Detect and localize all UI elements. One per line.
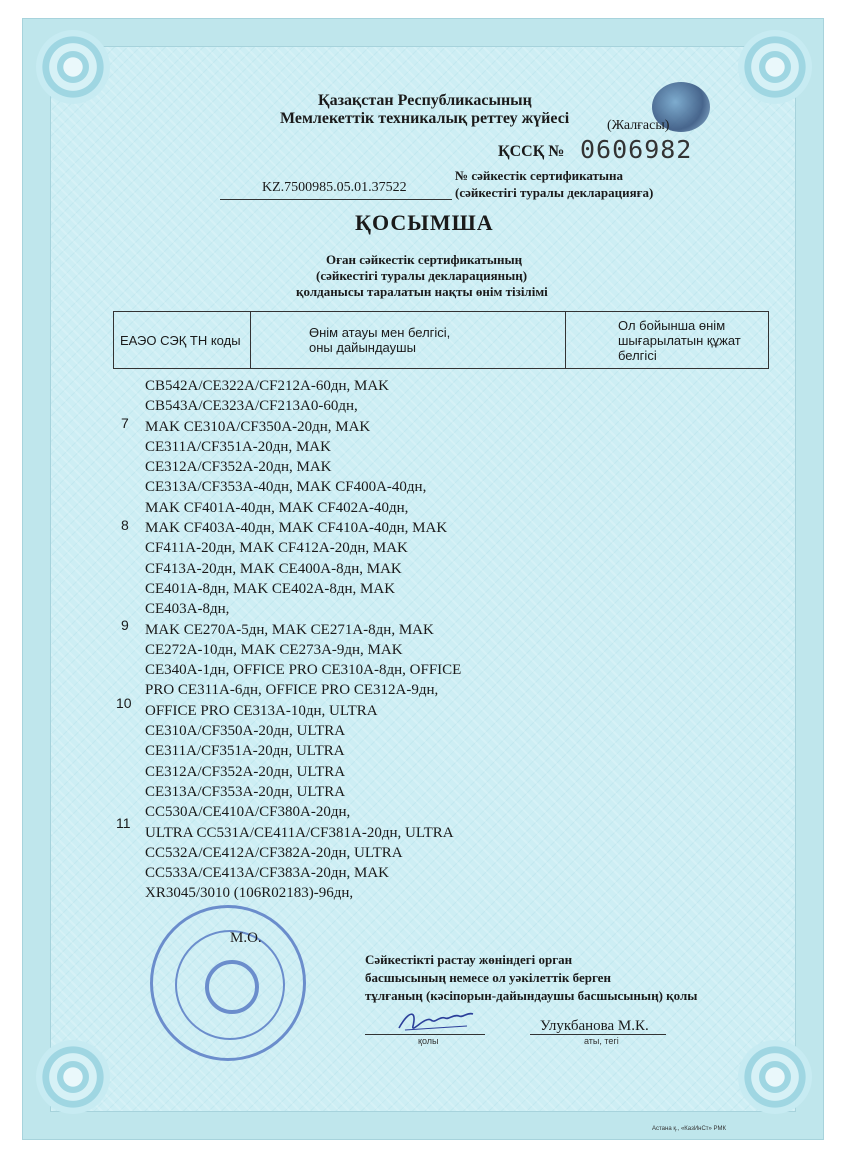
product-table-header: [113, 311, 769, 369]
signatory-caption-3: тұлғаның (кәсіпорын-дайындаушы басшысының) қолы: [365, 988, 698, 1003]
product-line: CE313A/CF353A-40дн, MAK CF400A-40дн,: [145, 479, 427, 496]
kssk-label: ҚССҚ №: [498, 143, 565, 160]
signatory-name: Улукбанова М.К.: [540, 1018, 649, 1034]
continuation-label: (Жалғасы): [607, 118, 670, 133]
signatory-caption-2: басшысының немесе ол уәкілеттік берген: [365, 970, 611, 985]
product-line: ULTRA CC531A/CE411A/CF381A-20дн, ULTRA: [145, 824, 454, 841]
certificate-label-1: № сәйкестік сертификатына: [455, 168, 624, 183]
product-list: [145, 376, 461, 904]
product-line: PRO CE311A-6дн, OFFICE PRO CE312A-9дн,: [145, 682, 439, 699]
column-header-code: ЕАЭО СЭҚ ТН коды: [114, 312, 251, 369]
seal-emblem: [205, 960, 259, 1014]
product-line: CE312A/CF352A-20дн, ULTRA: [145, 763, 346, 780]
name-line: [530, 1034, 666, 1035]
subtitle-line-2: (сәйкестігі туралы декларацияның): [316, 268, 528, 283]
row-number: 10: [116, 695, 132, 711]
product-line: CC533A/CE413A/CF383A-20дн, MAK: [145, 865, 390, 882]
corner-rosette: [36, 1040, 110, 1114]
printer-imprint: Астана қ., «КазИнСт» РМК: [652, 1126, 726, 1132]
product-line: CF413A-20дн, MAK CE400A-8дн, MAK: [145, 560, 402, 577]
official-seal-stamp: [150, 905, 306, 1061]
certificate-reg-number: KZ.7500985.05.01.37522: [262, 180, 407, 195]
signatory-caption-1: Сәйкестікті растау жөніндегі орган: [365, 952, 573, 967]
handwritten-signature: [395, 1006, 475, 1036]
seal-place-label: М.О.: [230, 930, 262, 946]
subtitle-line-3: қолданысы таралатын нақты өнім тізілімі: [296, 284, 548, 299]
header-line-1: Қазақстан Республикасының: [318, 92, 532, 109]
product-line: MAK CF401A-40дн, MAK CF402A-40дн,: [145, 499, 409, 516]
product-line: CB542A/CE322A/CF212A-60дн, MAK: [145, 378, 390, 394]
product-line: XR3045/3010 (106R02183)-96дн,: [145, 885, 354, 902]
product-line: MAK CE270A-5дн, MAK CE271A-8дн, MAK: [145, 621, 434, 638]
signature-line: [365, 1034, 485, 1035]
product-line: CB543A/CE323A/CF213A0-60дн,: [145, 398, 358, 415]
product-line: CF411A-20дн, MAK CF412A-20дн, MAK: [145, 540, 408, 557]
row-number: 9: [121, 617, 129, 633]
page-title: ҚОСЫМША: [355, 210, 494, 235]
row-number: 7: [121, 415, 129, 431]
row-number: 11: [116, 815, 131, 831]
product-line: CE313A/CF353A-20дн, ULTRA: [145, 783, 346, 800]
name-caption: аты, тегі: [584, 1036, 619, 1046]
corner-rosette: [738, 1040, 812, 1114]
header-line-2: Мемлекеттік техникалық реттеу жүйесі: [280, 110, 570, 127]
product-line: OFFICE PRO CE313A-10дн, ULTRA: [145, 702, 378, 719]
product-line: CC530A/CE410A/CF380A-20дн,: [145, 804, 351, 821]
column-header-product: Өнім атауы мен белгісі, оны дайындаушы: [251, 312, 566, 369]
subtitle-line-1: Оған сәйкестік сертификатының: [326, 252, 523, 267]
reg-number-underline: [220, 199, 452, 200]
certificate-label-2: (сәйкестігі туралы декларацияға): [455, 185, 654, 200]
corner-rosette: [738, 30, 812, 104]
product-line: CE340A-1дн, OFFICE PRO CE310A-8дн, OFFICE: [145, 662, 462, 679]
row-number: 8: [121, 517, 129, 533]
product-line: CE272A-10дн, MAK CE273A-9дн, MAK: [145, 641, 403, 658]
corner-rosette: [36, 30, 110, 104]
product-line: MAK CE310A/CF350A-20дн, MAK: [145, 418, 371, 435]
product-line: CE401A-8дн, MAK CE402A-8дн, MAK: [145, 580, 396, 597]
product-line: CE312A/CF352A-20дн, MAK: [145, 459, 332, 476]
product-line: CE311A/CF351A-20дн, MAK: [145, 438, 331, 455]
product-line: CC532A/CE412A/CF382A-20дн, ULTRA: [145, 844, 403, 861]
signature-caption: қолы: [418, 1036, 439, 1046]
product-line: CE310A/CF350A-20дн, ULTRA: [145, 723, 346, 740]
product-line: CE311A/CF351A-20дн, ULTRA: [145, 743, 345, 760]
kssk-number: 0606982: [580, 135, 693, 164]
column-header-document: Ол бойынша өнім шығарылатын құжат белгісі: [566, 312, 769, 369]
product-line: MAK CF403A-40дн, MAK CF410A-40дн, MAK: [145, 520, 448, 537]
product-line: CE403A-8дн,: [145, 601, 230, 618]
